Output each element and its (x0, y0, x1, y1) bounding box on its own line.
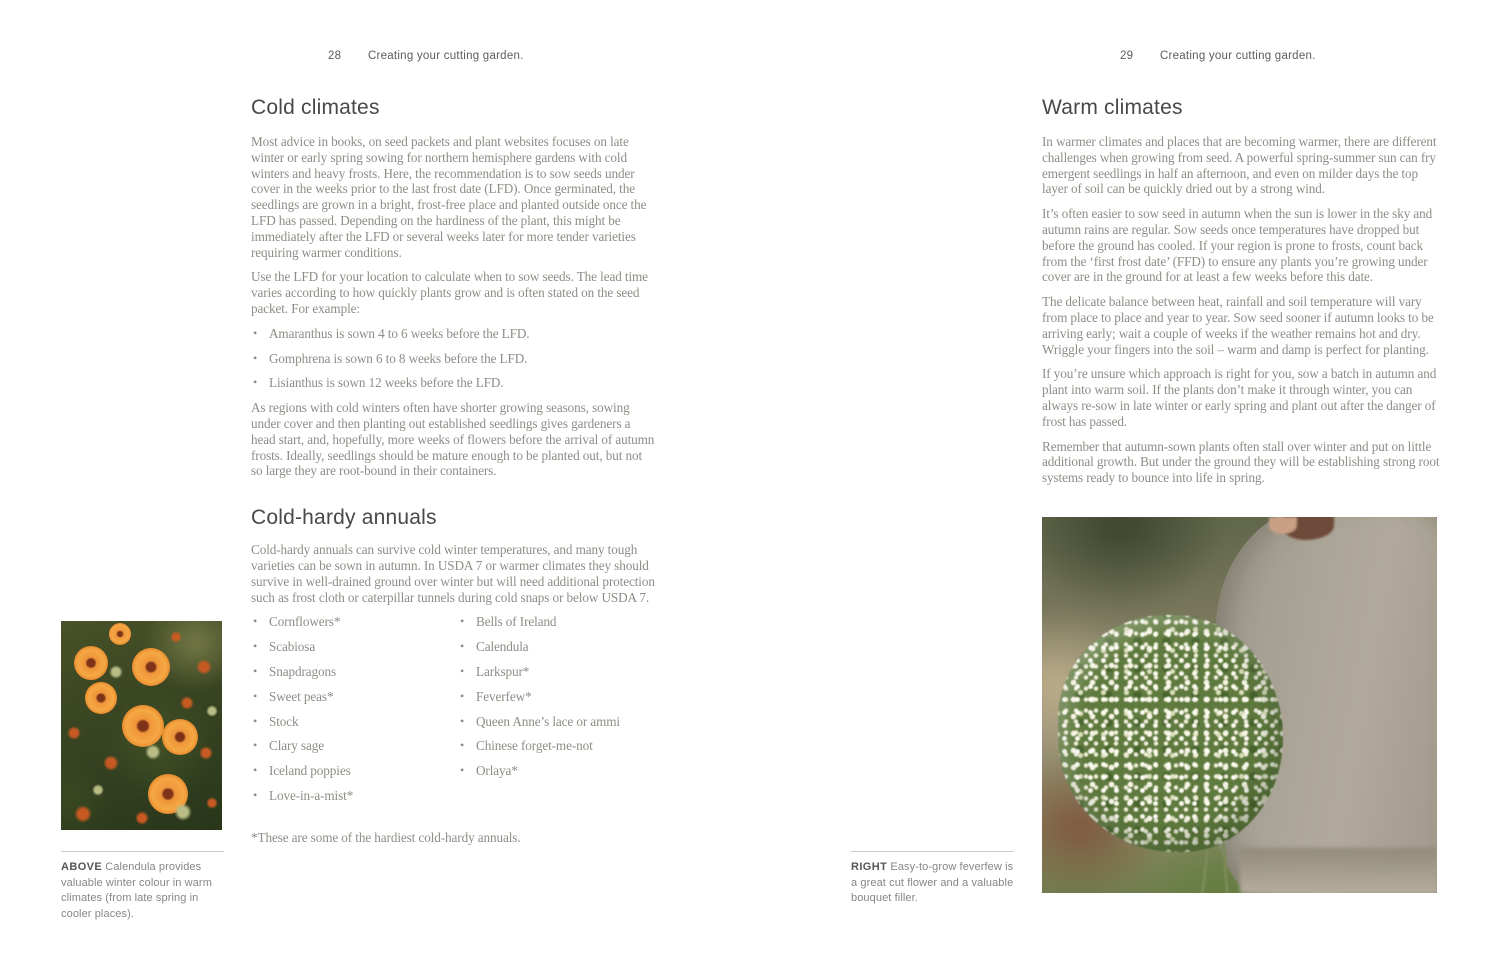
warm-climates-paragraph-1: In warmer climates and places that are becoming warmer, there are different challenges when growing from seed. A powerful spring-summer sun can fry emergent seedlings in half an afternoon, and even on milder days the top layer of soil can be quickly dried out by a strong wind. (1042, 134, 1437, 197)
seed-head (206, 705, 218, 717)
right-page-number: 29 (1120, 50, 1134, 62)
list-item: • Gomphrena is sown 6 to 8 weeks before the LFD. (251, 351, 656, 367)
list-item: • Love-in-a-mist* (251, 788, 458, 804)
plant-list-column-2 (458, 614, 656, 812)
list-item: • Calendula (458, 639, 656, 655)
list-item: • Scabiosa (251, 639, 458, 655)
left-photo-caption (61, 851, 224, 922)
calendula-bud (206, 797, 218, 809)
cold-climates-paragraph-2: Use the LFD for your location to calculate when to sow seeds. The lead time varies according to how quickly plants grow and is often stated on the seed packet. For example: (251, 269, 648, 316)
calendula-photo (61, 621, 222, 830)
list-item: • Sweet peas* (251, 689, 458, 705)
calendula-bud (67, 726, 81, 740)
cold-hardy-plant-lists (251, 614, 656, 812)
caption-label: ABOVE (61, 861, 103, 873)
list-item: • Lisianthus is sown 12 weeks before the LFD. (251, 375, 656, 391)
list-item: • Larkspur* (458, 664, 656, 680)
left-page-number: 28 (328, 50, 342, 62)
list-item: • Feverfew* (458, 689, 656, 705)
feverfew-bouquet (1058, 615, 1283, 852)
list-item: • Snapdragons (251, 664, 458, 680)
calendula-bud (74, 805, 92, 823)
list-item: • Iceland poppies (251, 763, 458, 779)
warm-climates-heading: Warm climates (1042, 96, 1183, 119)
person-neck (1269, 517, 1297, 534)
caption-text: Calendula provides valuable winter colour in warm climates (from late spring in cooler places). (61, 861, 212, 920)
calendula-bud (103, 755, 119, 771)
list-item: • Queen Anne’s lace or ammi (458, 714, 656, 730)
seed-head (92, 784, 104, 796)
caption-text: Easy-to-grow feverfew is a great cut flower and a valuable bouquet filler. (851, 861, 1014, 904)
cold-hardy-intro: Cold-hardy annuals can survive cold winter temperatures, and many tough varieties can be sown in autumn. In USDA 7 or warmer climates they should survive in well-drained ground over winter but will need additional protection such as frost cloth or caterpillar tunnels during cold snaps or below USDA 7. (251, 542, 655, 605)
list-item: • Cornflowers* (251, 614, 458, 630)
warm-climates-paragraph-3: The delicate balance between heat, rainfall and soil temperature will vary from place to place and year to year. Sow seed sooner if autumn looks to be arriving early; wait a couple of weeks if the weather remains hot and dry. Wriggle your fingers into the soil – warm and damp is perfect for planting. (1042, 294, 1434, 357)
list-item: • Orlaya* (458, 763, 656, 779)
list-item: • Amaranthus is sown 4 to 6 weeks before the LFD. (251, 326, 656, 342)
left-running-title: Creating your cutting garden. (368, 50, 524, 62)
list-item: • Chinese forget-me-not (458, 738, 656, 754)
seed-head (145, 744, 161, 760)
left-text-column (251, 96, 656, 855)
calendula-flower (85, 682, 117, 714)
right-text-column (1042, 96, 1440, 495)
hardy-annuals-footnote: *These are some of the hardiest cold-hardy annuals. (251, 829, 521, 845)
list-item: • Stock (251, 714, 458, 730)
list-item: • Bells of Ireland (458, 614, 656, 630)
right-photo-caption (851, 851, 1014, 907)
calendula-flower (122, 705, 164, 747)
warm-climates-paragraph-4: If you’re unsure which approach is right for you, sow a batch in autumn and plant into warm soil. If the plants don’t make it through winter, you can always re-sow in late winter or early spring and plant out after the danger of frost has passed. (1042, 366, 1437, 429)
plant-list-column-1 (251, 614, 458, 812)
calendula-flower (132, 648, 170, 686)
list-item: • Clary sage (251, 738, 458, 754)
right-running-title: Creating your cutting garden. (1160, 50, 1316, 62)
cold-climates-paragraph-1: Most advice in books, on seed packets and plant websites focuses on late winter or early spring sowing for northern hemisphere gardens with cold winters and heavy frosts. Here, the recommendation is to sow seeds under cover in the weeks prior to the last frost date (LFD). Once germinated, the seedlings are grown in a bright, frost-free place and planted outside once the LFD has passed. Depending on the hardiness of the plant, this might be immediately after the LFD or several weeks later for more tender varieties requiring warmer conditions. (251, 134, 647, 260)
caption-label: RIGHT (851, 861, 888, 873)
warm-climates-paragraph-2: It’s often easier to sow seed in autumn when the sun is lower in the sky and autumn rains are regular. Sow seeds once temperatures have dropped but before the ground has cooled. If your region is prone to frosts, count back from the ‘first frost date’ (FFD) to ensure any plants you’re growing under cover are in the ground for at least a few weeks before this date. (1042, 206, 1433, 285)
lfd-examples-list (251, 326, 656, 391)
cold-climates-paragraph-3: As regions with cold winters often have shorter growing seasons, sowing under cover and then planting out established seedlings gives gardeners a head start, and, hopefully, more weeks of flowers before the arrival of autumn frosts. Ideally, seedlings should be mature enough to be planted out, but not so large they are root-bound in their containers. (251, 400, 655, 479)
cold-hardy-annuals-heading: Cold-hardy annuals (251, 506, 437, 530)
warm-climates-paragraph-5: Remember that autumn-sown plants often stall over winter and put on little additional growth. But under the ground they will be establishing strong root systems ready to bounce into life in spring. (1042, 438, 1440, 486)
calendula-flower (74, 646, 108, 680)
seed-head (174, 803, 192, 821)
shirt-hem (1240, 848, 1438, 893)
calendula-bud (196, 659, 212, 675)
cold-climates-heading: Cold climates (251, 96, 380, 119)
feverfew-photo (1042, 517, 1437, 893)
